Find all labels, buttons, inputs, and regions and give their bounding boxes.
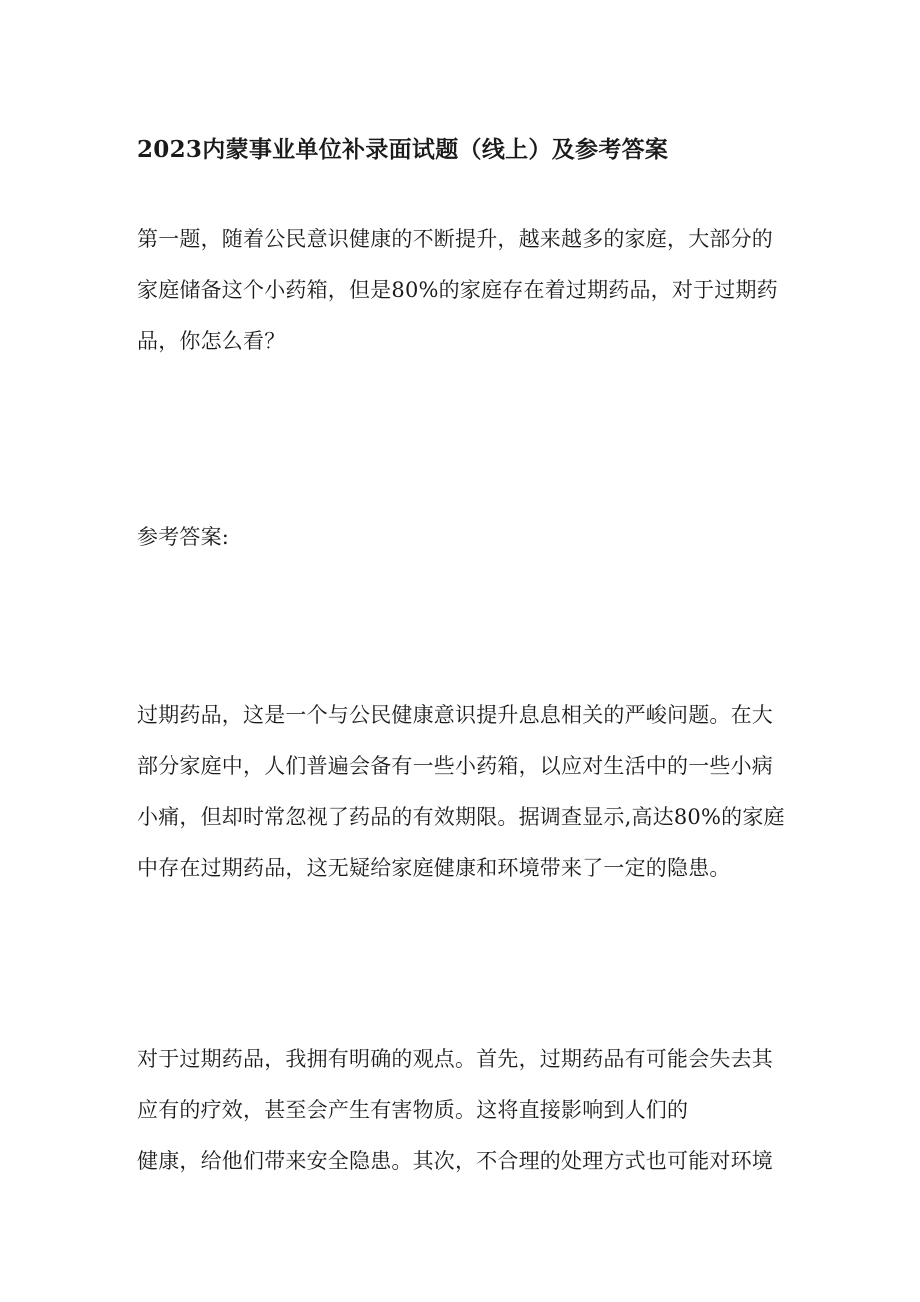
paragraph-line: 健康，给他们带来安全隐患。其次，不合理的处理方式也可能对环境 [137,1149,773,1173]
paragraph-line: 过期药品，这是一个与公民健康意识提升息息相关的严峻问题。在大 [137,703,773,727]
question-line: 家庭储备这个小药箱，但是80%的家庭存在着过期药品，对于过期药 [137,278,778,302]
answer-paragraph-1 [137,690,797,894]
paragraph-line: 应有的疗效，甚至会产生有害物质。这将直接影响到人们的 [137,1098,689,1122]
paragraph-line: 小痛，但却时常忽视了药品的有效期限。据调查显示,高达80%的家庭 [137,805,785,829]
paragraph-line: 对于过期药品，我拥有明确的观点。首先，过期药品有可能会失去其 [137,1047,773,1071]
document-title: 2023内蒙事业单位补录面试题（线上）及参考答案 [137,136,669,163]
answer-paragraph-2 [137,1034,797,1187]
question-line: 第一题，随着公民意识健康的不断提升，越来越多的家庭，大部分的 [137,227,773,251]
answer-label: 参考答案: [137,525,230,549]
question-paragraph [137,214,797,367]
paragraph-line: 中存在过期药品，这无疑给家庭健康和环境带来了一定的隐患。 [137,856,731,880]
question-line: 品，你怎么看？ [137,329,286,353]
paragraph-line: 部分家庭中，人们普遍会备有一些小药箱，以应对生活中的一些小病 [137,754,773,778]
